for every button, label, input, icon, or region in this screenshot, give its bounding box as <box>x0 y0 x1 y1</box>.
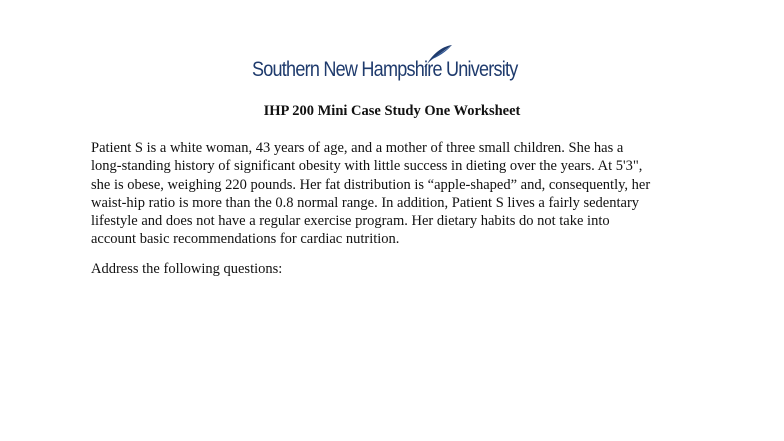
case-description <box>91 139 711 249</box>
university-logo <box>252 44 542 90</box>
logo-wordmark: Southern New Hampshire University <box>252 58 518 81</box>
case-line: she is obese, weighing 220 pounds. Her fat distribution is “apple-shaped” and, consequently, her <box>91 176 651 193</box>
case-line: long-standing history of significant obesity with little success in dieting over the years. At 5'3", <box>91 158 643 175</box>
case-line: account basic recommendations for cardiac nutrition. <box>91 231 400 248</box>
case-line: waist-hip ratio is more than the 0.8 normal range. In addition, Patient S lives a fairly sedentary <box>91 194 640 211</box>
case-line: Patient S is a white woman, 43 years of age, and a mother of three small children. She has a <box>91 140 624 156</box>
worksheet-title: IHP 200 Mini Case Study One Worksheet <box>263 103 521 119</box>
case-line: lifestyle and does not have a regular exercise program. Her dietary habits do not take into <box>91 213 610 230</box>
questions-prompt: Address the following questions: <box>91 261 283 277</box>
